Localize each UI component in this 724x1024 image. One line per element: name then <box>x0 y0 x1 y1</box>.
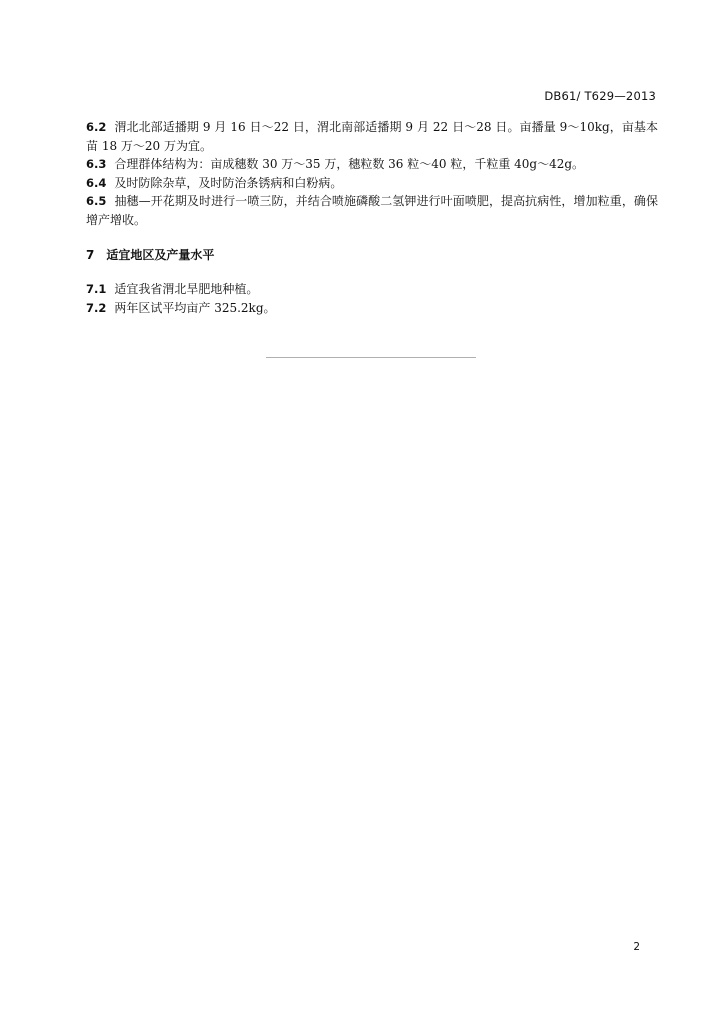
clause-number: 6.3 <box>86 157 107 171</box>
clause-text: 两年区试平均亩产 325.2kg。 <box>114 300 276 315</box>
document-body <box>86 118 658 317</box>
clause-number: 6.4 <box>86 175 107 190</box>
clause-number: 7.2 <box>86 300 107 315</box>
clause-6-3 <box>86 155 658 174</box>
clause-6-4 <box>86 174 658 193</box>
clause-text: 抽穗—开花期及时进行一喷三防，并结合喷施磷酸二氢钾进行叶面喷肥，提高抗病性，增加粒重，确保增产增收。 <box>86 194 658 227</box>
end-divider <box>266 357 476 358</box>
clause-text: 及时防除杂草，及时防治条锈病和白粉病。 <box>114 175 343 190</box>
standard-code-header: DB61/ T629—2013 <box>544 89 656 103</box>
clause-text: 合理群体结构为：亩成穗数 30 万～35 万，穗粒数 36 粒～40 粒，千粒重 40g～42g。 <box>114 157 585 171</box>
clause-text: 渭北北部适播期 9 月 16 日～22 日，渭北南部适播期 9 月 22 日～28 日。亩播量 9～10kg，亩基本苗 18 万～20 万为宜。 <box>86 120 658 153</box>
clause-number: 6.2 <box>86 120 107 134</box>
clause-number: 7.1 <box>86 282 107 296</box>
clause-number: 6.5 <box>86 194 107 208</box>
page-number: 2 <box>633 941 640 953</box>
section-title: 适宜地区及产量水平 <box>106 248 215 262</box>
section-7-heading <box>86 246 658 263</box>
section-number: 7 <box>86 248 95 262</box>
clause-text: 适宜我省渭北旱肥地种植。 <box>114 282 259 296</box>
clause-7-2 <box>86 299 658 318</box>
clause-7-1 <box>86 280 658 299</box>
clause-6-2 <box>86 118 658 155</box>
clause-6-5 <box>86 192 658 229</box>
